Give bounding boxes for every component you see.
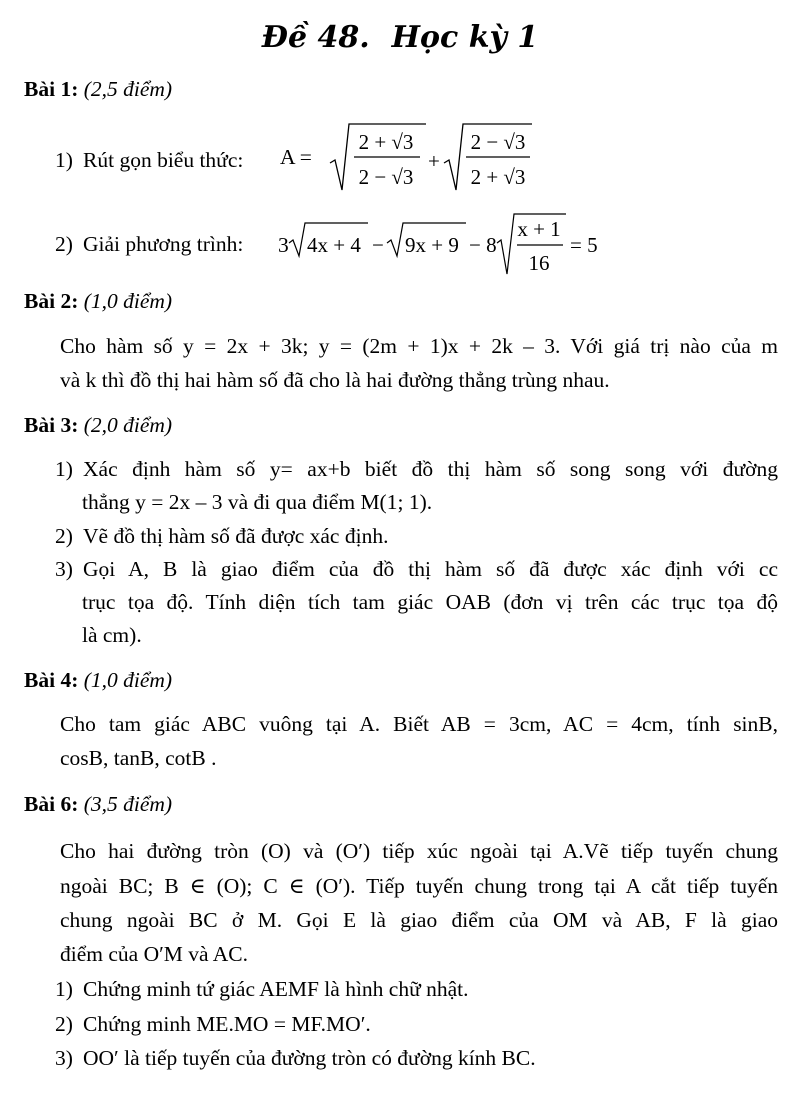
- bai2-line2: và k thì đồ thị hai hàm số đã cho là hai đường thẳng trùng nhau.: [60, 368, 610, 392]
- bai6-heading: [24, 792, 172, 817]
- eq-minus2: − 8: [469, 233, 497, 257]
- frac2-numerator: 2 − √3: [470, 130, 526, 154]
- bai3-q3-line3: là cm).: [82, 623, 142, 647]
- bai3-q2-num: 2): [55, 524, 73, 548]
- bai6-q2-text: Chứng minh ME.MO = MF.MO′.: [83, 1012, 371, 1036]
- bai4-score: (1,0 điểm): [83, 668, 173, 692]
- eq-coef1: 3: [278, 233, 289, 257]
- bai1-q2-num: 2): [55, 232, 73, 256]
- bai1-score: (2,5 điểm): [83, 77, 173, 101]
- bai6-q1: [55, 977, 469, 1002]
- bai6-q2-num: 2): [55, 1012, 73, 1036]
- bai3-q3-line1: Gọi A, B là giao điểm của đồ thị hàm số đã được xác định với cc: [83, 557, 778, 581]
- bai6-line3: chung ngoài BC ở M. Gọi E là giao điểm của OM và AB, F là giao: [60, 908, 778, 932]
- bai1-heading: [24, 77, 172, 102]
- bai1-q1-expression: [278, 118, 538, 200]
- bai6-label: Bài 6:: [24, 792, 79, 816]
- bai2-score: (1,0 điểm): [83, 289, 173, 313]
- bai1-q1: [55, 148, 243, 173]
- bai6-line1: Cho hai đường tròn (O) và (O′) tiếp xúc ngoài tại A.Vẽ tiếp tuyến chung: [60, 839, 778, 863]
- bai4-line2: cosB, tanB, cotB .: [60, 746, 217, 770]
- eq-radicand1: 4x + 4: [307, 233, 361, 257]
- bai4-label: Bài 4:: [24, 668, 79, 692]
- eq-rhs: = 5: [570, 233, 598, 257]
- bai1-q2-text: Giải phương trình:: [83, 232, 244, 256]
- bai3-q2: [55, 524, 388, 549]
- bai2-heading: [24, 289, 172, 314]
- bai3-q1-line2: thẳng y = 2x – 3 và đi qua điểm M(1; 1).: [82, 490, 433, 514]
- bai4-line1: Cho tam giác ABC vuông tại A. Biết AB = 3cm, AC = 4cm, tính sinB,: [60, 712, 778, 736]
- expr-a-plus: +: [428, 149, 440, 173]
- bai6-score: (3,5 điểm): [83, 792, 173, 816]
- bai6-line4: điểm của O′M và AC.: [60, 942, 249, 966]
- bai1-q2-equation: [276, 210, 616, 280]
- bai4-heading: [24, 668, 172, 693]
- frac2-denominator: 2 + √3: [470, 165, 526, 189]
- bai6-q2: [55, 1012, 371, 1037]
- expr-a-lhs: A =: [280, 145, 312, 169]
- bai6-q1-text: Chứng minh tứ giác AEMF là hình chữ nhật.: [83, 977, 469, 1001]
- bai2-line1: Cho hàm số y = 2x + 3k; y = (2m + 1)x + 2k – 3. Với giá trị nào của m: [60, 334, 778, 358]
- bai1-q1-num: 1): [55, 148, 73, 172]
- eq-frac-denominator: 16: [528, 251, 550, 275]
- bai3-q2-line1: Vẽ đồ thị hàm số đã được xác định.: [83, 524, 389, 548]
- bai3-q1-line1: Xác định hàm số y= ax+b biết đồ thị hàm số song song với đường: [83, 457, 778, 481]
- bai6-q3: [55, 1046, 536, 1071]
- eq-minus1: −: [372, 233, 384, 257]
- bai2-label: Bài 2:: [24, 289, 79, 313]
- bai3-score: (2,0 điểm): [83, 413, 173, 437]
- bai6-q3-num: 3): [55, 1046, 73, 1070]
- bai1-q1-text: Rút gọn biểu thức:: [83, 148, 244, 172]
- bai3-q3-num: 3): [55, 557, 73, 581]
- bai3-q3-line2: trục tọa độ. Tính diện tích tam giác OAB (đơn vị trên các trục tọa độ: [82, 590, 778, 614]
- bai1-label: Bài 1:: [24, 77, 79, 101]
- eq-frac-numerator: x + 1: [517, 217, 561, 241]
- eq-radicand2: 9x + 9: [405, 233, 459, 257]
- bai6-q3-text: OO′ là tiếp tuyến của đường tròn có đường kính BC.: [83, 1046, 536, 1070]
- bai6-line2: ngoài BC; B ∈ (O); C ∈ (O′). Tiếp tuyến chung trong tại A cắt tiếp tuyến: [60, 874, 778, 898]
- title-part2: Học kỳ 1: [391, 20, 539, 55]
- frac1-denominator: 2 − √3: [358, 165, 414, 189]
- bai3-q1-num: 1): [55, 457, 73, 481]
- bai3-q1: [55, 457, 778, 482]
- bai3-q3: [55, 557, 778, 582]
- title-part1: Đề 48.: [261, 20, 370, 55]
- bai3-label: Bài 3:: [24, 413, 79, 437]
- page-title: [0, 20, 800, 55]
- frac1-numerator: 2 + √3: [358, 130, 414, 154]
- bai1-q2: [55, 232, 243, 257]
- bai6-q1-num: 1): [55, 977, 73, 1001]
- bai3-heading: [24, 413, 172, 438]
